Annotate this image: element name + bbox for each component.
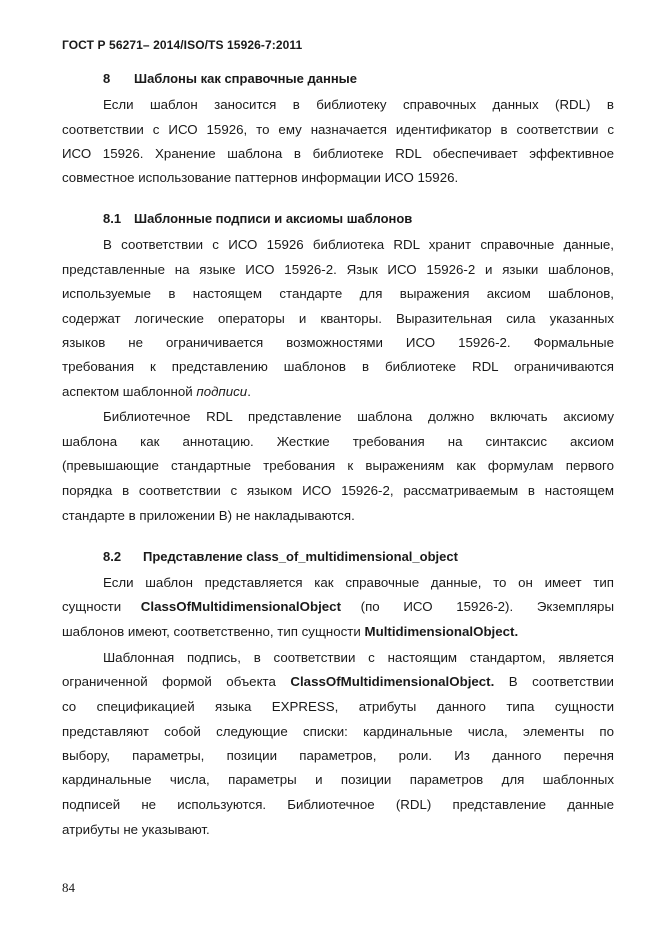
text-line: шаблона как аннотацию. Жесткие требования на синтаксис аксиом <box>62 434 614 449</box>
text-run: ограниченной формой объекта <box>62 674 291 689</box>
section-number: 8.2 <box>103 549 122 564</box>
section-number: 8.1 <box>103 211 122 226</box>
text-line: В соответствии с ИСО 15926 библиотека RDL хранит справочные данные, <box>103 237 614 252</box>
text-line: требования к представлению шаблонов в библиотеке RDL ограничиваются <box>62 359 614 374</box>
section-title: Шаблоны как справочные данные <box>134 71 357 86</box>
text-line: используемые в настоящем стандарте для выражения аксиом шаблонов, <box>62 286 614 301</box>
text-line: выбору, параметры, позиции параметров, роли. Из данного перечня <box>62 748 614 763</box>
text-run: шаблонов имеют, соответственно, тип сущности <box>62 624 365 639</box>
text-line: совместное использование паттернов информации ИСО 15926. <box>62 170 459 185</box>
text-line: (превышающие стандартные требования к выражениям как формулам первого <box>62 458 614 473</box>
text-run: (по ИСО 15926-2). Экземпляры <box>360 599 614 614</box>
section-number: 8 <box>103 71 111 86</box>
text-line: кардинальные числа, параметры и позиции параметров для шаблонных <box>62 772 614 787</box>
text-line <box>62 674 614 690</box>
bold-term: ClassOfMultidimensionalObject <box>140 599 342 614</box>
text-line: представляют собой следующие списки: кардинальные числа, элементы по <box>62 724 614 739</box>
section-title: Шаблонные подписи и аксиомы шаблонов <box>134 211 413 226</box>
text-run: . <box>247 384 251 399</box>
page-number: 84 <box>62 880 75 895</box>
bold-term: MultidimensionalObject. <box>364 624 519 639</box>
text-line: Если шаблон представляется как справочные данные, то он имеет тип <box>103 575 614 590</box>
section-8-1-heading <box>103 211 412 226</box>
text-line: представленные на языке ИСО 15926-2. Язык ИСО 15926-2 и языки шаблонов, <box>62 262 614 277</box>
text-line: Если шаблон заносится в библиотеку справочных данных (RDL) в <box>103 97 614 112</box>
text-line <box>62 384 614 400</box>
text-line <box>62 599 614 615</box>
text-line: порядка в соответствии с языком ИСО 15926-2, рассматриваемым в настоящем <box>62 483 614 498</box>
text-line: Шаблонная подпись, в соответствии с настоящим стандартом, является <box>103 650 614 665</box>
section-title: Представление class_of_multidimensional_object <box>143 549 458 564</box>
text-run: сущности <box>62 599 122 614</box>
text-line: языков не ограничивается возможностями ИСО 15926-2. Формальные <box>62 335 614 350</box>
standard-header: ГОСТ Р 56271– 2014/ISO/TS 15926-7:2011 <box>62 38 303 52</box>
bold-term: ClassOfMultidimensionalObject. <box>290 674 495 689</box>
text-run: аспектом шаблонной <box>62 384 197 399</box>
text-run: В соответствии <box>494 674 614 689</box>
section-8-heading <box>103 71 357 86</box>
text-line <box>62 624 614 640</box>
text-line: ИСО 15926. Хранение шаблона в библиотеке RDL обеспечивает эффективное <box>62 146 614 161</box>
text-line: атрибуты не указывают. <box>62 822 210 837</box>
text-line: стандарте в приложении В) не накладываются. <box>62 508 355 523</box>
text-line: содержат логические операторы и кванторы. Выразительная сила указанных <box>62 311 614 326</box>
text-line: соответствии с ИСО 15926, то ему назначается идентификатор в соответствии с <box>62 122 614 137</box>
italic-term: подписи <box>196 384 248 399</box>
text-line: со спецификацией языка EXPRESS, атрибуты данного типа сущности <box>62 699 614 714</box>
text-line: Библиотечное RDL представление шаблона должно включать аксиому <box>103 409 614 424</box>
section-8-2-heading <box>103 549 458 564</box>
text-line: подписей не используются. Библиотечное (RDL) представление данные <box>62 797 614 812</box>
